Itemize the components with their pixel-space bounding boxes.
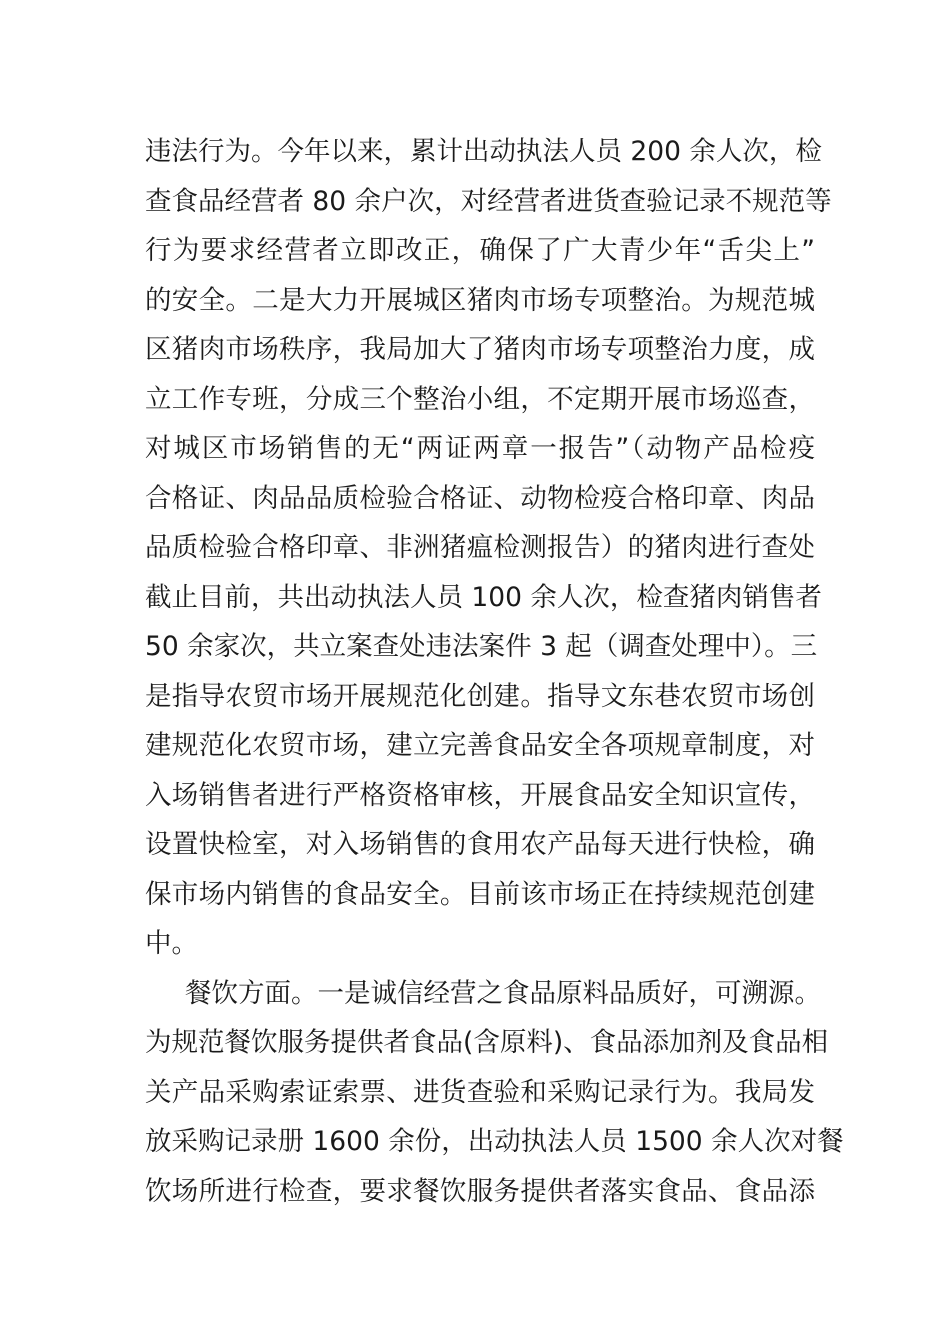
text-line: 行为要求经营者立即改正，确保了广大青少年“舌尖上” <box>145 235 815 266</box>
text-line: 立工作专班，分成三个整治小组，不定期开展市场巡查， <box>145 383 815 415</box>
text-line: 保市场内销售的食品安全。目前该市场正在持续规范创建 <box>145 878 815 910</box>
text-line: 入场销售者进行严格资格审核，开展食品安全知识宣传， <box>145 779 815 811</box>
text-line: 中。 <box>145 928 198 959</box>
text-line: 区猪肉市场秩序，我局加大了猪肉市场专项整治力度，成 <box>145 334 815 365</box>
text-line: 建规范化农贸市场，建立完善食品安全各项规章制度，对 <box>145 730 815 761</box>
paragraph-first-line: 餐饮方面。一是诚信经营之食品原料品质好，可溯源。 <box>185 977 821 1009</box>
text-line: 截止目前，共出动执法人员 100 余人次，检查猪肉销售者 <box>145 581 822 613</box>
text-line: 合格证、肉品品质检验合格证、动物检疫合格印章、肉品 <box>145 482 815 514</box>
text-line: 放采购记录册 1600 余份，出动执法人员 1500 余人次对餐 <box>145 1126 844 1157</box>
text-line: 设置快检室，对入场销售的食用农产品每天进行快检，确 <box>145 829 815 860</box>
text-line: 品质检验合格印章、非洲猪瘟检测报告）的猪肉进行查处 <box>145 532 815 563</box>
text-line: 关产品采购索证索票、进货查验和采购记录行为。我局发 <box>145 1076 815 1108</box>
text-line: 违法行为。今年以来，累计出动执法人员 200 余人次，检 <box>145 136 822 167</box>
text-line: 为规范餐饮服务提供者食品(含原料)、食品添加剂及食品相 <box>145 1027 829 1058</box>
text-line: 50 余家次，共立案查处违法案件 3 起（调查处理中）。三 <box>145 631 818 662</box>
text-line: 对城区市场销售的无“两证两章一报告”（动物产品检疫 <box>145 433 815 464</box>
text-line: 查食品经营者 80 余户次，对经营者进货查验记录不规范等 <box>145 185 832 217</box>
text-line: 是指导农贸市场开展规范化创建。指导文东巷农贸市场创 <box>145 680 815 712</box>
text-line: 的安全。二是大力开展城区猪肉市场专项整治。为规范城 <box>145 284 815 316</box>
body-text <box>145 127 844 1216</box>
text-line: 饮场所进行检查，要求餐饮服务提供者落实食品、食品添 <box>145 1175 815 1207</box>
